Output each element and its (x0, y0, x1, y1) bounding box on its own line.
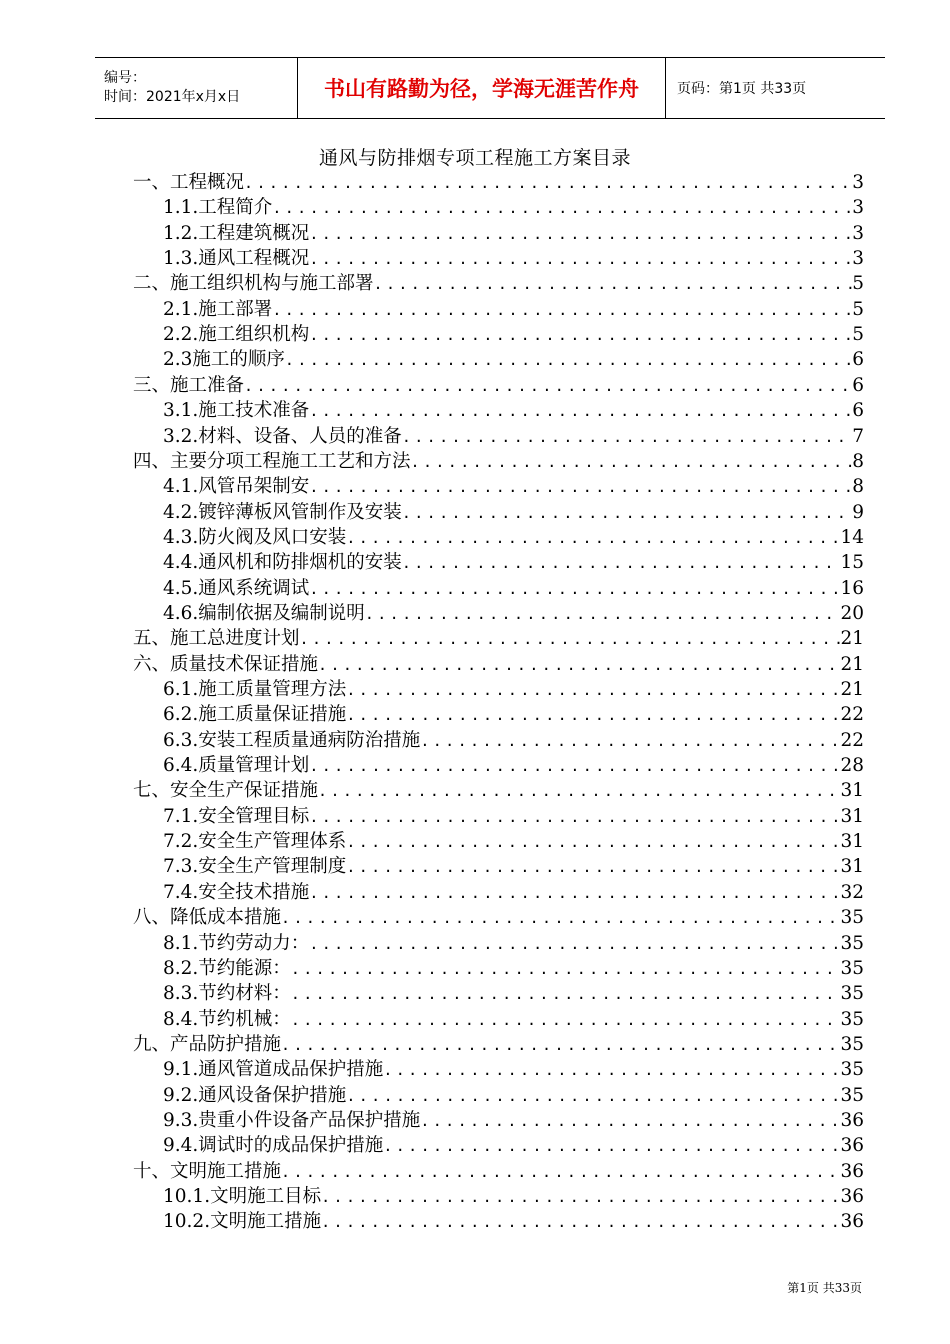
toc-entry-page: 5 (852, 298, 864, 320)
toc-entry-label: 3.2.材料、设备、人员的准备 (163, 425, 402, 447)
toc-entry (163, 246, 864, 271)
toc-leader-dots (321, 1210, 840, 1234)
toc-entry-page: 31 (840, 831, 864, 853)
toc-entry (163, 753, 864, 778)
document-title: 通风与防排烟专项工程施工方案目录 (318, 147, 631, 169)
toc-entry-page: 21 (840, 628, 864, 650)
toc-entry (163, 677, 864, 702)
toc-entry-page: 36 (840, 1109, 864, 1131)
toc-entry-label: 4.3.防火阀及风口安装 (163, 526, 347, 548)
toc-leader-dots (285, 348, 852, 372)
toc-entry (163, 1108, 864, 1133)
toc-entry (163, 322, 864, 347)
toc-entry-label: 一、工程概况 (133, 172, 245, 193)
toc-leader-dots (420, 729, 840, 753)
toc-entry-label: 七、安全生产保证措施 (133, 780, 319, 802)
toc-entry-label: 2.1.施工部署 (163, 298, 273, 320)
toc-entry (163, 550, 864, 575)
toc-entry-label: 4.1.风管吊架制安 (163, 476, 310, 498)
header-page-info: 页码：第1页 共33页 (677, 81, 807, 97)
toc-entry-label: 9.1.通风管道成品保护措施 (163, 1059, 384, 1081)
toc-entry-page: 35 (840, 983, 864, 1005)
toc-entry-label: 4.4.通风机和防排烟机的安装 (163, 552, 402, 574)
toc-leader-dots (402, 551, 841, 575)
toc-entry-label: 1.2.工程建筑概况 (163, 222, 310, 244)
toc-entry-label: 五、施工总进度计划 (133, 628, 300, 650)
toc-entry-page: 5 (852, 324, 864, 346)
toc-entry (133, 449, 864, 474)
toc-entry-label: 7.2.安全生产管理体系 (163, 831, 347, 853)
toc-leader-dots (383, 1134, 840, 1158)
toc-entry-page: 3 (852, 197, 864, 219)
toc-leader-dots (411, 450, 853, 474)
toc-leader-dots (309, 881, 840, 905)
toc-leader-dots (346, 1084, 840, 1108)
toc-entry-page: 35 (840, 1059, 864, 1081)
toc-entry-page: 35 (840, 957, 864, 979)
toc-entry-page: 5 (852, 273, 864, 295)
toc-entry-page: 8 (852, 450, 864, 472)
toc-entry-label: 8.4.节约机械： (163, 1008, 291, 1030)
toc-entry (133, 626, 864, 651)
toc-leader-dots (300, 627, 841, 651)
toc-leader-dots (309, 323, 852, 347)
toc-leader-dots (281, 1160, 840, 1184)
toc-entry-label: 6.3.安装工程质量通病防治措施 (163, 729, 421, 751)
toc-leader-dots (402, 501, 852, 525)
toc-entry-label: 2.2.施工组织机构 (163, 324, 310, 346)
toc-leader-dots (402, 425, 852, 449)
toc-entry-label: 9.4.调试时的成品保护措施 (163, 1135, 384, 1157)
toc-entry (163, 702, 864, 727)
toc-entry-label: 1.1.工程简介 (163, 197, 273, 219)
page-footer: 第1页 共33页 (787, 1281, 862, 1295)
toc-leader-dots (309, 805, 840, 829)
toc-entry (163, 931, 864, 956)
toc-entry-page: 14 (840, 526, 864, 548)
toc-entry (163, 398, 864, 423)
toc-entry-label: 10.1.文明施工目标 (163, 1186, 322, 1207)
toc-entry-page: 36 (840, 1186, 864, 1207)
toc-entry-page: 36 (840, 1211, 864, 1233)
toc-entry-label: 4.2.镀锌薄板风管制作及安装 (163, 501, 402, 523)
toc-leader-dots (346, 526, 840, 550)
toc-entry-label: 2.3施工的顺序 (163, 349, 285, 371)
toc-entry-label: 4.6.编制依据及编制说明 (163, 602, 365, 624)
toc-entry-label: 3.1.施工技术准备 (163, 400, 310, 422)
toc-leader-dots (309, 399, 852, 423)
toc-entry-page: 32 (840, 881, 864, 903)
toc-entry-page: 31 (840, 856, 864, 878)
toc-entry-page: 15 (840, 552, 864, 574)
header-motto: 书山有路勤为径，学海无涯苦作舟 (298, 58, 666, 118)
toc-entry-label: 4.5.通风系统调试 (163, 577, 310, 599)
toc-leader-dots (281, 906, 840, 930)
toc-entry-page: 9 (852, 501, 864, 523)
toc-entry (163, 1209, 864, 1234)
toc-entry (163, 474, 864, 499)
toc-leader-dots (346, 703, 840, 727)
toc-leader-dots (420, 1109, 840, 1133)
toc-leader-dots (291, 957, 841, 981)
toc-leader-dots (365, 602, 841, 626)
toc-entry (133, 905, 864, 930)
toc-entry (133, 271, 864, 296)
toc-entry-label: 三、施工准备 (133, 374, 245, 396)
toc-leader-dots (318, 779, 840, 803)
toc-entry-label: 十、文明施工措施 (133, 1160, 282, 1182)
toc-entry-page: 28 (840, 755, 864, 777)
document-number-label: 编号： (104, 70, 146, 86)
toc-entry-label: 八、降低成本措施 (133, 907, 282, 929)
toc-entry (133, 373, 864, 398)
toc-entry (163, 804, 864, 829)
toc-entry-label: 7.4.安全技术措施 (163, 881, 310, 903)
toc-leader-dots (291, 982, 841, 1006)
toc-entry (163, 829, 864, 854)
toc-leader-dots (309, 475, 852, 499)
toc-leader-dots (321, 1185, 840, 1209)
toc-entry-page: 35 (840, 1033, 864, 1055)
toc-entry (163, 728, 864, 753)
toc-entry (163, 576, 864, 601)
toc-entry-page: 20 (840, 602, 864, 624)
toc-entry-label: 二、施工组织机构与施工部署 (133, 273, 374, 295)
toc-leader-dots (383, 1058, 840, 1082)
toc-entry-label: 8.3.节约材料： (163, 983, 291, 1005)
toc-entry-label: 1.3.通风工程概况 (163, 248, 310, 270)
toc-entry-page: 35 (840, 1008, 864, 1030)
toc-leader-dots (346, 678, 840, 702)
toc-leader-dots (346, 830, 840, 854)
toc-entry (133, 170, 864, 195)
toc-entry (133, 778, 864, 803)
toc-entry-label: 6.1.施工质量管理方法 (163, 679, 347, 700)
toc-leader-dots (244, 171, 852, 195)
toc-entry-page: 6 (852, 400, 864, 422)
header-meta (95, 58, 298, 118)
toc-entry (163, 424, 864, 449)
toc-leader-dots (309, 577, 840, 601)
toc-entry-label: 四、主要分项工程施工工艺和方法 (133, 450, 411, 472)
toc-leader-dots (272, 298, 852, 322)
toc-entry-page: 21 (840, 653, 864, 675)
toc-entry-page: 35 (840, 1084, 864, 1106)
toc-entry-page: 7 (852, 425, 864, 447)
toc-entry-page: 3 (852, 172, 864, 193)
toc-leader-dots (309, 222, 852, 246)
toc-entry (163, 525, 864, 550)
toc-entry-label: 六、质量技术保证措施 (133, 653, 319, 675)
toc-entry (163, 1133, 864, 1158)
toc-leader-dots (244, 374, 852, 398)
toc-leader-dots (346, 855, 840, 879)
toc-leader-dots (309, 754, 840, 778)
toc-entry-label: 7.3.安全生产管理制度 (163, 856, 347, 878)
toc-entry (163, 1083, 864, 1108)
toc-entry-page: 36 (840, 1135, 864, 1157)
toc-entry-page: 21 (840, 679, 864, 700)
toc-entry (163, 854, 864, 879)
toc-entry-page: 3 (852, 222, 864, 244)
toc-entry (163, 1007, 864, 1032)
toc-leader-dots (309, 247, 852, 271)
page-header (95, 57, 885, 119)
toc-entry (163, 1057, 864, 1082)
toc-entry-label: 8.2.节约能源： (163, 957, 291, 979)
toc-entry-page: 31 (840, 805, 864, 827)
toc-leader-dots (281, 1033, 840, 1057)
toc-entry-label: 6.4.质量管理计划 (163, 755, 310, 777)
toc-entry-label: 8.1.节约劳动力： (163, 932, 310, 954)
toc-entry-page: 3 (852, 248, 864, 270)
toc-entry-page: 31 (840, 780, 864, 802)
toc-entry (133, 1159, 864, 1184)
toc-entry-label: 7.1.安全管理目标 (163, 805, 310, 827)
toc-entry (163, 880, 864, 905)
toc-entry-page: 22 (840, 729, 864, 751)
toc-entry (163, 297, 864, 322)
toc-entry-label: 九、产品防护措施 (133, 1033, 282, 1055)
toc-entry (163, 347, 864, 372)
toc-entry-label: 9.3.贵重小件设备产品保护措施 (163, 1109, 421, 1131)
toc-leader-dots (272, 196, 852, 220)
toc-entry-page: 6 (852, 374, 864, 396)
toc-entry-page: 35 (840, 932, 864, 954)
toc-entry (163, 500, 864, 525)
toc-leader-dots (291, 1008, 841, 1032)
toc-entry (163, 956, 864, 981)
toc-entry-label: 10.2.文明施工措施 (163, 1211, 322, 1233)
toc-leader-dots (374, 272, 853, 296)
toc-entry (163, 195, 864, 220)
toc-entry (163, 1184, 864, 1209)
toc-entry-page: 6 (852, 349, 864, 371)
toc-entry (163, 221, 864, 246)
toc-entry-page: 22 (840, 704, 864, 726)
toc-leader-dots (309, 932, 840, 956)
toc-entry-label: 6.2.施工质量保证措施 (163, 704, 347, 726)
document-time-label: 时间：2021年x月x日 (104, 89, 241, 105)
toc-leader-dots (318, 653, 840, 677)
toc-entry-label: 9.2.通风设备保护措施 (163, 1084, 347, 1106)
toc-entry-page: 8 (852, 476, 864, 498)
toc-entry (133, 652, 864, 677)
toc-entry (163, 981, 864, 1006)
toc-entry-page: 16 (840, 577, 864, 599)
toc-entry-page: 36 (840, 1160, 864, 1182)
toc-entry (133, 1032, 864, 1057)
toc-entry (163, 601, 864, 626)
toc-entry-page: 35 (840, 907, 864, 929)
